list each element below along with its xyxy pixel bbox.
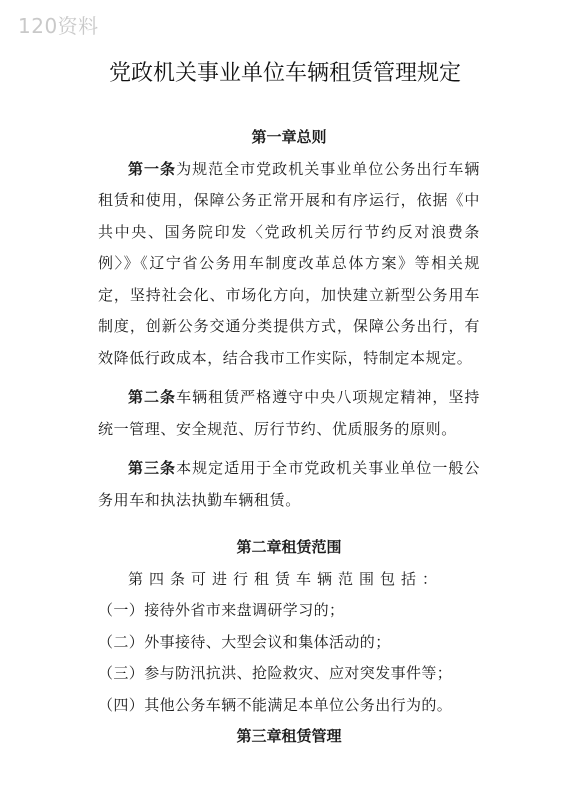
article-text: 为规范全市党政机关事业单位公务出行车辆租赁和使用，保障公务正常开展和有序运行，依据《中共中央、国务院印发〈党政机关厉行节约反对浪费条例〉》《辽宁省公务用车制度改革总体方案》等相关规定，坚持社会化、市场化方向，加快建立新型公务用车制度，创新公务交通分类提供方式，保障公务出行，有效降低行政成本，结合我市工作实际，特制定本规定。: [98, 159, 480, 367]
article-paragraph: [98, 154, 480, 375]
list-item: （三）参与防汛抗洪、抢险救灾、应对突发事件等；: [98, 664, 453, 682]
article-paragraph: [98, 382, 480, 445]
chapter-heading: 第三章租赁管理: [236, 727, 342, 745]
article-text: 车辆租赁严格遵守中央八项规定精神，坚持统一管理、安全规范、厉行节约、优质服务的原则。: [98, 388, 480, 438]
article-paragraph: [98, 453, 480, 516]
article-label: 第四条: [128, 569, 192, 588]
article-text: 本规定适用于全市党政机关事业单位一般公务用车和执法执勤车辆租赁。: [98, 459, 480, 509]
watermark: 120资料: [18, 14, 99, 38]
chapter-heading: 第二章租赁范围: [236, 538, 342, 556]
article-text: 可进行租赁车辆范围包括：: [191, 569, 444, 588]
article-label: 第一条: [128, 159, 177, 178]
article-label: 第三条: [128, 459, 177, 477]
list-item: （二）外事接待、大型会议和集体活动的；: [98, 632, 391, 651]
document-title: 党政机关事业单位车辆租赁管理规定: [108, 61, 461, 86]
list-item: （四）其他公务车辆不能满足本单位公务出行为的。: [98, 695, 453, 714]
list-item: （一）接待外省市来盘调研学习的；: [98, 601, 345, 619]
article-label: 第二条: [128, 388, 177, 406]
chapter-heading: 第一章总则: [251, 128, 327, 146]
article-paragraph: [98, 564, 480, 596]
document-body: [98, 122, 480, 753]
